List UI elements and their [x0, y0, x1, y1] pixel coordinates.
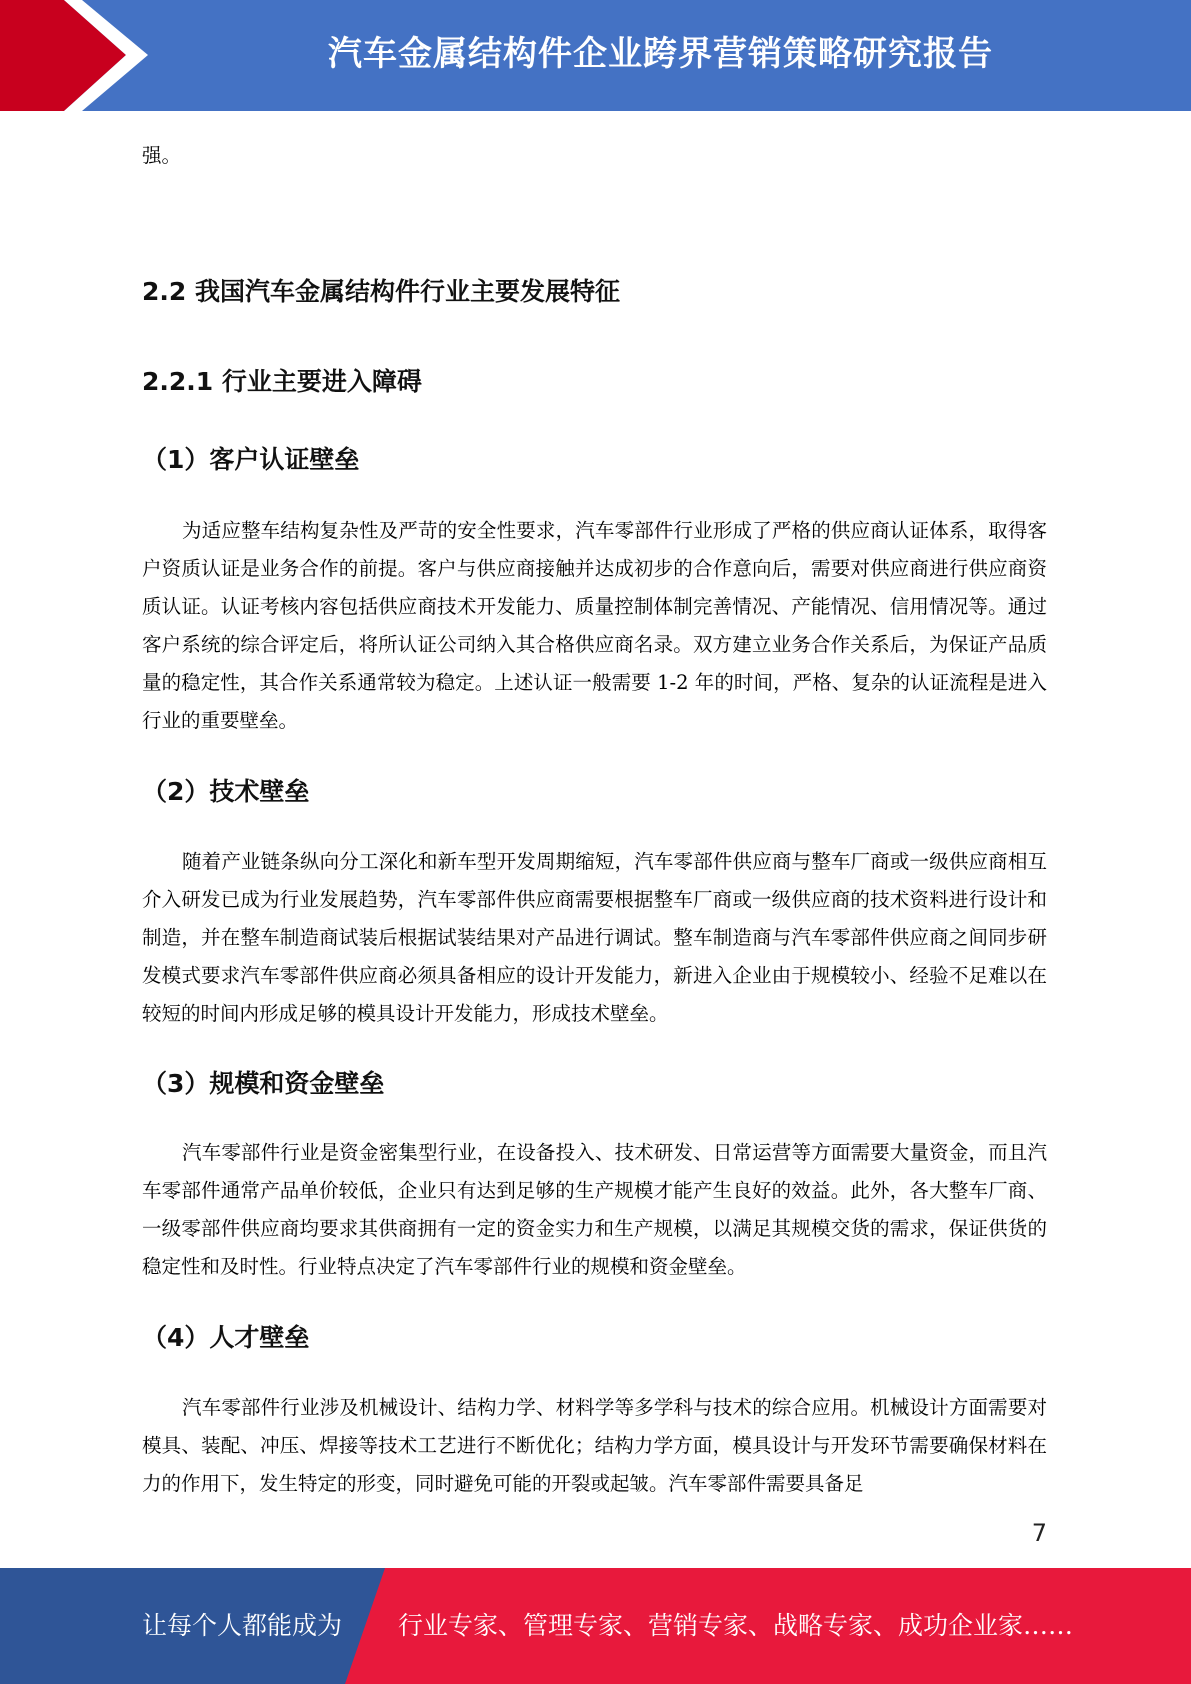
item-text-customer-certification: 为适应整车结构复杂性及严苛的安全性要求，汽车零部件行业形成了严格的供应商认证体系，取得客户资质认证是业务合作的前提。客户与供应商接触并达成初步的合作意向后，需要对供应商进行供应商资质认证。认证考核内容包括供应商技术开发能力、质量控制体制完善情况、产能情况、信用情况等。通过客户系统的综合评定后，将所认证公司纳入其合格供应商名录。双方建立业务合作关系后，为保证产品质量的稳定性，其合作关系通常较为稳定。上述认证一般需要 1-2 年的时间，严格、复杂的认证流程是进入行业的重要壁垒。	[142, 519, 1047, 732]
item-heading-customer-certification: （1）客户认证壁垒	[142, 445, 360, 474]
footer-slogan-right: 行业专家、管理专家、营销专家、战略专家、成功企业家……	[398, 1611, 1074, 1640]
item-text-scale-capital: 汽车零部件行业是资金密集型行业，在设备投入、技术研发、日常运营等方面需要大量资金，而且汽车零部件通常产品单价较低，企业只有达到足够的生产规模才能产生良好的效益。此外，各大整车厂商、一级零部件供应商均要求其供商拥有一定的资金实力和生产规模，以满足其规模交货的需求，保证供货的稳定性和及时性。行业特点决定了汽车零部件行业的规模和资金壁垒。	[142, 1141, 1047, 1278]
footer-banner	[0, 1568, 1191, 1684]
item-text-technology: 随着产业链条纵向分工深化和新车型开发周期缩短，汽车零部件供应商与整车厂商或一级供应商相互介入研发已成为行业发展趋势，汽车零部件供应商需要根据整车厂商或一级供应商的技术资料进行设计和制造，并在整车制造商试装后根据试装结果对产品进行调试。整车制造商与汽车零部件供应商之间同步研发模式要求汽车零部件供应商必须具备相应的设计开发能力，新进入企业由于规模较小、经验不足难以在较短的时间内形成足够的模具设计开发能力，形成技术壁垒。	[142, 850, 1047, 1025]
item-text-talent: 汽车零部件行业涉及机械设计、结构力学、材料学等多学科与技术的综合应用。机械设计方面需要对模具、装配、冲压、焊接等技术工艺进行不断优化；结构力学方面，模具设计与开发环节需要确保材料在力的作用下，发生特定的形变，同时避免可能的开裂或起皱。汽车零部件需要具备足	[142, 1396, 1047, 1495]
section-heading: 2.2 我国汽车金属结构件行业主要发展特征	[142, 277, 620, 306]
footer-slogan-left: 让每个人都能成为	[142, 1611, 343, 1640]
continued-paragraph: 强。	[142, 144, 182, 167]
page-number: 7	[1031, 1519, 1047, 1547]
document-title: 汽车金属结构件企业跨界营销策略研究报告	[328, 34, 993, 74]
item-heading-talent: （4）人才壁垒	[142, 1323, 310, 1352]
item-heading-scale-capital: （3）规模和资金壁垒	[142, 1069, 385, 1098]
item-heading-technology: （2）技术壁垒	[142, 777, 310, 806]
subsection-heading: 2.2.1 行业主要进入障碍	[142, 367, 422, 396]
header-banner	[0, 0, 1191, 111]
